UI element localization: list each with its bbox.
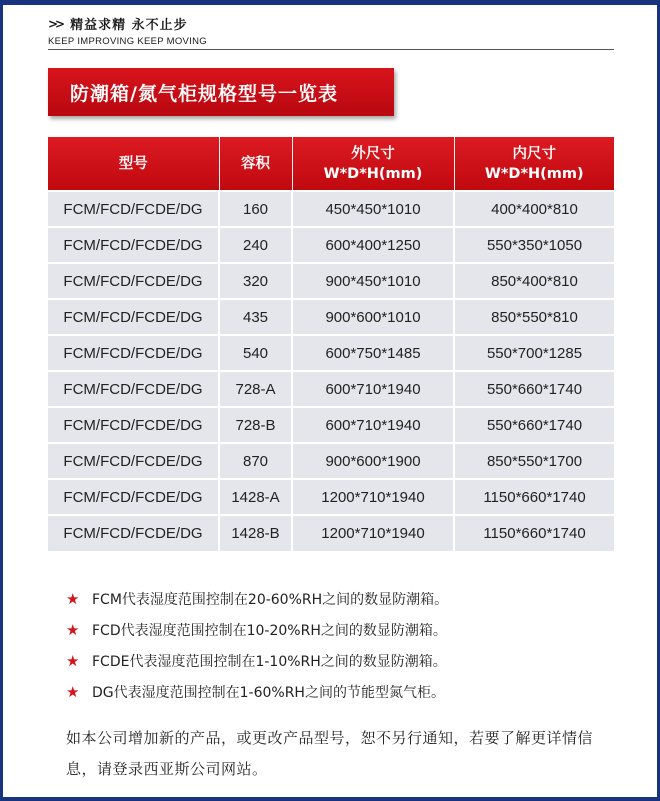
star-icon: ★	[66, 620, 80, 639]
cell-model: FCM/FCD/FCDE/DG	[48, 227, 219, 263]
table-row	[48, 515, 614, 551]
bottom-border	[0, 797, 660, 801]
cell-capacity: 728-A	[219, 371, 292, 407]
table-row	[48, 191, 614, 227]
spec-table	[48, 137, 614, 551]
note-text: FCD代表湿度范围控制在10-20%RH之间的数显防潮箱。	[92, 622, 447, 639]
cell-model: FCM/FCD/FCDE/DG	[48, 515, 219, 551]
table-row	[48, 263, 614, 299]
footer-disclaimer: 如本公司增加新的产品，或更改产品型号，恕不另行通知，若要了解更详情信息，请登录西亚斯公司网站。	[66, 729, 594, 778]
cell-outer-size: 900*600*1010	[292, 299, 454, 335]
cell-outer-size: 600*750*1485	[292, 335, 454, 371]
star-icon: ★	[66, 589, 80, 608]
cell-inner-size: 550*350*1050	[454, 227, 614, 263]
list-item	[66, 676, 616, 707]
cell-capacity: 728-B	[219, 407, 292, 443]
header-outer-title: 外尺寸	[351, 145, 395, 162]
star-icon: ★	[66, 651, 80, 670]
list-item	[66, 614, 616, 645]
cell-capacity: 320	[219, 263, 292, 299]
cell-capacity: 870	[219, 443, 292, 479]
cell-model: FCM/FCD/FCDE/DG	[48, 371, 219, 407]
cell-model: FCM/FCD/FCDE/DG	[48, 479, 219, 515]
slogan	[48, 14, 618, 47]
cell-model: FCM/FCD/FCDE/DG	[48, 191, 219, 227]
cell-inner-size: 550*660*1740	[454, 407, 614, 443]
cell-outer-size: 600*710*1940	[292, 407, 454, 443]
cell-model: FCM/FCD/FCDE/DG	[48, 443, 219, 479]
cell-inner-size: 850*550*810	[454, 299, 614, 335]
table-row	[48, 479, 614, 515]
cell-outer-size: 900*600*1900	[292, 443, 454, 479]
table-row	[48, 443, 614, 479]
note-text: FCDE代表湿度范围控制在1-10%RH之间的数显防潮箱。	[92, 653, 447, 670]
cell-inner-size: 850*550*1700	[454, 443, 614, 479]
cell-outer-size: 450*450*1010	[292, 191, 454, 227]
notes-list	[66, 583, 616, 707]
cell-outer-size: 1200*710*1940	[292, 515, 454, 551]
cell-capacity: 160	[219, 191, 292, 227]
cell-inner-size: 1150*660*1740	[454, 515, 614, 551]
table-row	[48, 407, 614, 443]
page-title: 防潮箱/氮气柜规格型号一览表	[48, 68, 394, 116]
list-item	[66, 583, 616, 614]
header-model: 型号	[48, 137, 219, 191]
table-row	[48, 299, 614, 335]
slogan-chinese: 精益求精 永不止步	[70, 18, 188, 33]
header-inner-unit: W*D*H(mm)	[484, 165, 584, 182]
cell-outer-size: 900*450*1010	[292, 263, 454, 299]
cell-capacity: 1428-A	[219, 479, 292, 515]
note-text: DG代表湿度范围控制在1-60%RH之间的节能型氮气柜。	[92, 684, 445, 701]
table-row	[48, 227, 614, 263]
cell-inner-size: 550*660*1740	[454, 371, 614, 407]
table-header-row	[48, 137, 614, 191]
cell-inner-size: 400*400*810	[454, 191, 614, 227]
table-row	[48, 335, 614, 371]
cell-inner-size: 1150*660*1740	[454, 479, 614, 515]
cell-outer-size: 1200*710*1940	[292, 479, 454, 515]
cell-capacity: 435	[219, 299, 292, 335]
cell-model: FCM/FCD/FCDE/DG	[48, 407, 219, 443]
cell-outer-size: 600*710*1940	[292, 371, 454, 407]
cell-model: FCM/FCD/FCDE/DG	[48, 299, 219, 335]
cell-model: FCM/FCD/FCDE/DG	[48, 335, 219, 371]
cell-inner-size: 850*400*810	[454, 263, 614, 299]
star-icon: ★	[66, 682, 80, 701]
header-inner-size	[454, 137, 614, 191]
header-capacity: 容积	[219, 137, 292, 191]
cell-capacity: 240	[219, 227, 292, 263]
header-inner-title: 内尺寸	[512, 145, 556, 162]
slogan-divider	[48, 49, 614, 50]
cell-capacity: 1428-B	[219, 515, 292, 551]
cell-outer-size: 600*400*1250	[292, 227, 454, 263]
cell-model: FCM/FCD/FCDE/DG	[48, 263, 219, 299]
header-outer-size	[292, 137, 454, 191]
list-item	[66, 645, 616, 676]
double-chevron-icon: >>	[48, 16, 63, 31]
note-text: FCM代表湿度范围控制在20-60%RH之间的数显防潮箱。	[92, 591, 449, 608]
header-outer-unit: W*D*H(mm)	[323, 165, 423, 182]
slogan-english: KEEP IMPROVING KEEP MOVING	[48, 36, 207, 47]
cell-inner-size: 550*700*1285	[454, 335, 614, 371]
table-row	[48, 371, 614, 407]
cell-capacity: 540	[219, 335, 292, 371]
